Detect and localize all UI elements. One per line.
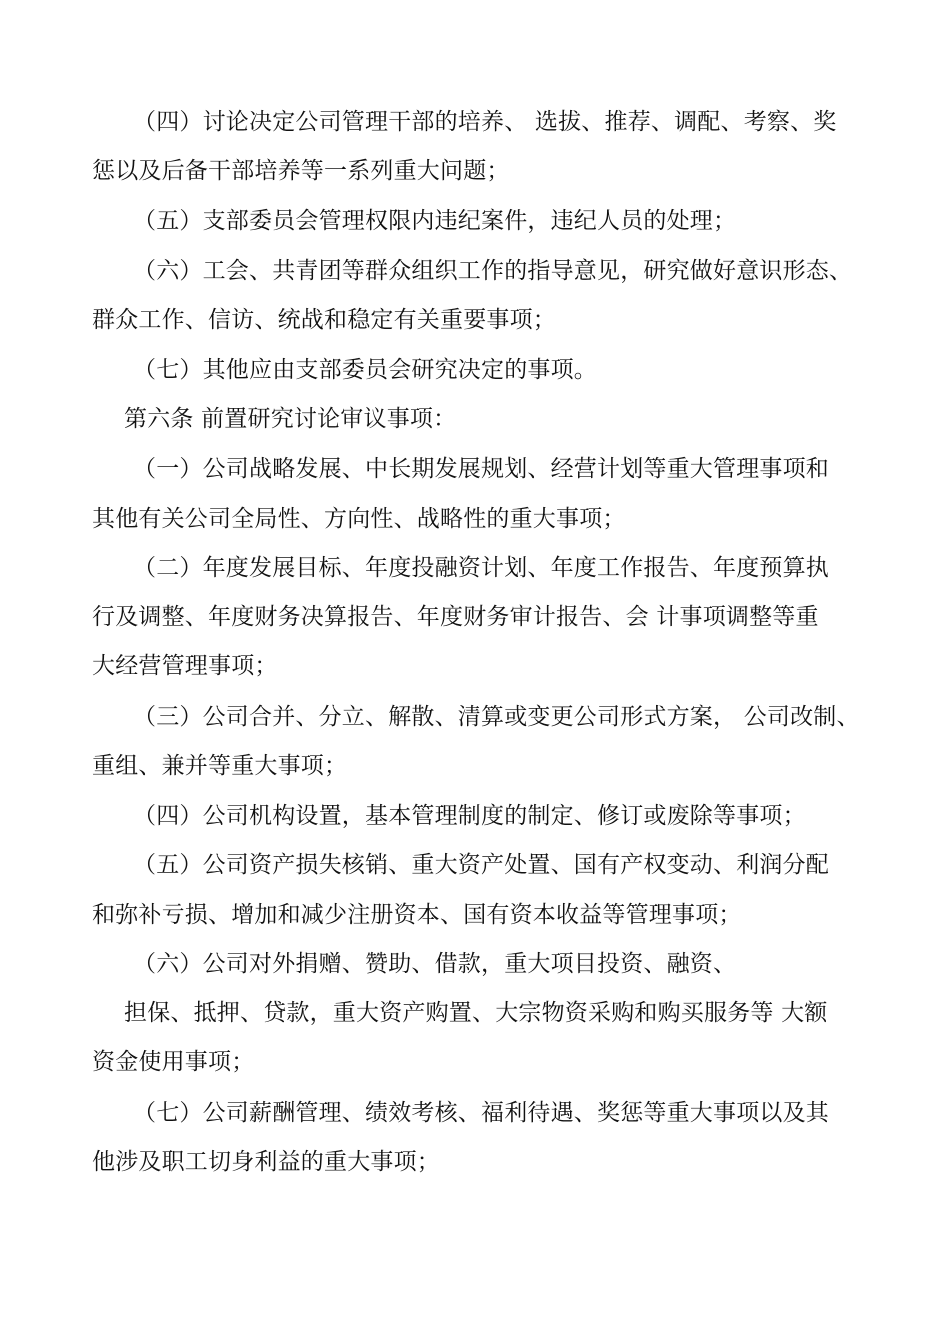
paragraph-line: 行及调整、年度财务决算报告、年度财务审计报告、会 计事项调整等重: [92, 604, 819, 630]
paragraph-line: 群众工作、信访、统战和稳定有关重要事项；: [92, 307, 556, 333]
paragraph-line: （五）支部委员会管理权限内违纪案件，违纪人员的处理；: [133, 208, 737, 234]
paragraph-line: 其他有关公司全局性、方向性、战略性的重大事项；: [92, 506, 626, 532]
paragraph-line: （六）公司对外捐赠、赞助、借款，重大项目投资、融资、: [133, 951, 737, 977]
paragraph-line: 担保、抵押、贷款，重大资产购置、大宗物资采购和购买服务等 大额: [124, 1000, 828, 1026]
article-heading: 第六条 前置研究讨论审议事项：: [124, 406, 457, 432]
paragraph-line: （七）其他应由支部委员会研究决定的事项。: [133, 357, 597, 383]
paragraph-line: 和弥补亏损、增加和减少注册资本、国有资本收益等管理事项；: [92, 902, 742, 928]
paragraph-line: （六）工会、共青团等群众组织工作的指导意见，研究做好意识形态、: [133, 258, 853, 284]
paragraph-line: （四）讨论决定公司管理干部的培养、 选拔、推荐、调配、考察、奖: [133, 109, 837, 135]
paragraph-line: （二）年度发展目标、年度投融资计划、年度工作报告、年度预算执: [133, 555, 829, 581]
paragraph-line: （一）公司战略发展、中长期发展规划、经营计划等重大管理事项和: [133, 456, 829, 482]
paragraph-line: 他涉及职工切身利益的重大事项；: [92, 1149, 440, 1175]
paragraph-line: （七）公司薪酬管理、绩效考核、福利待遇、奖惩等重大事项以及其: [133, 1100, 829, 1126]
paragraph-line: 惩以及后备干部培养等一系列重大问题；: [92, 158, 510, 184]
paragraph-line: （三）公司合并、分立、解散、清算或变更公司形式方案， 公司改制、: [133, 704, 860, 730]
paragraph-line: （四）公司机构设置，基本管理制度的制定、修订或废除等事项；: [133, 803, 806, 829]
paragraph-line: 大经营管理事项；: [92, 653, 278, 679]
paragraph-line: 资金使用事项；: [92, 1049, 255, 1075]
paragraph-line: （五）公司资产损失核销、重大资产处置、国有产权变动、利润分配: [133, 852, 829, 878]
paragraph-line: 重组、兼并等重大事项；: [92, 753, 348, 779]
